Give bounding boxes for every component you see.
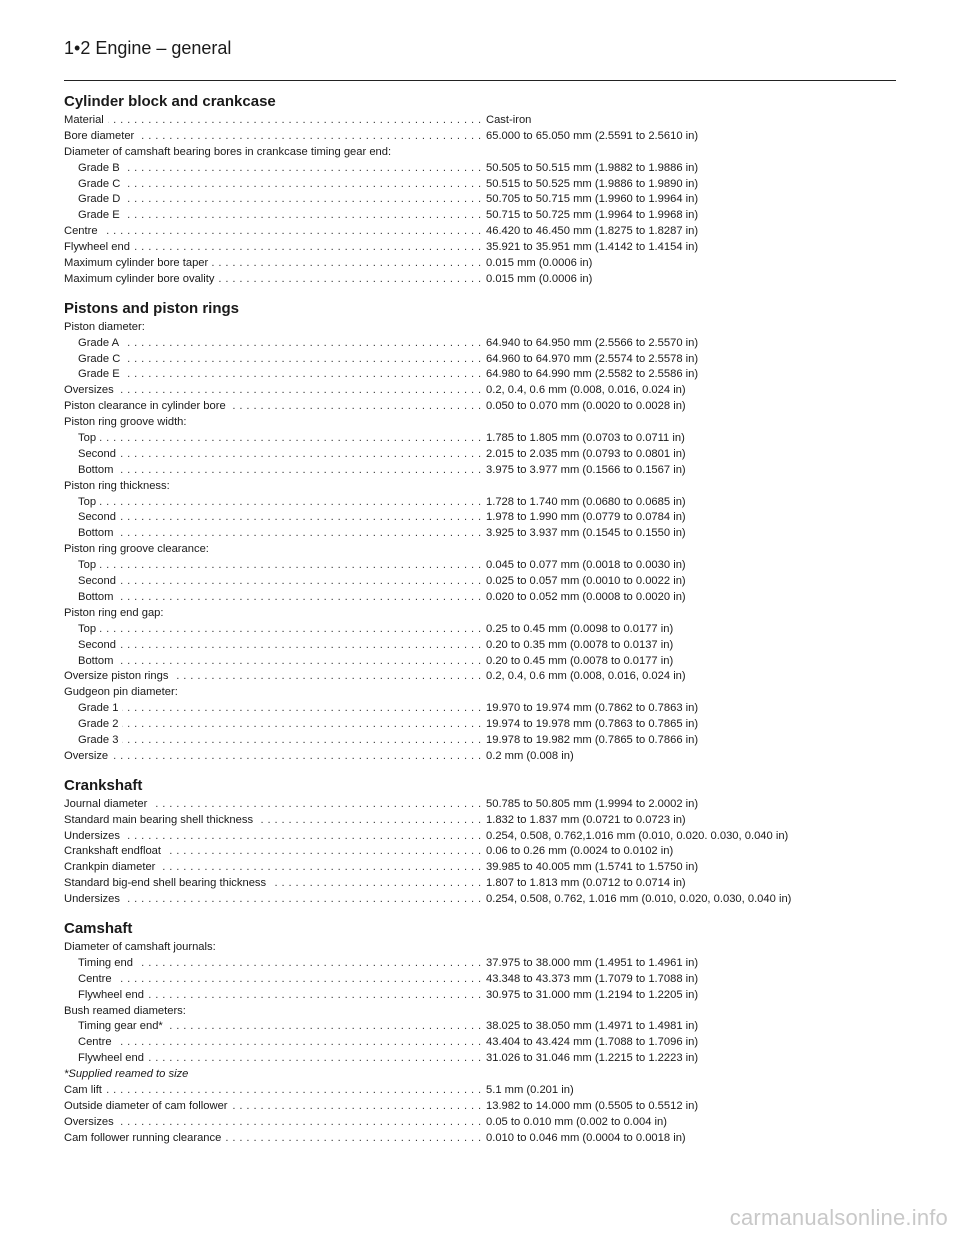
spec-label: Grade 1 <box>64 702 122 714</box>
spec-row <box>64 606 896 622</box>
spec-label: Centre <box>64 973 116 985</box>
spec-label-cell <box>64 256 486 272</box>
spec-label-cell <box>64 813 486 829</box>
spec-value: Cast-iron <box>486 114 532 126</box>
spec-value: 46.420 to 46.450 mm (1.8275 to 1.8287 in) <box>486 225 699 238</box>
spec-row <box>64 240 896 256</box>
spec-row <box>64 733 896 749</box>
spec-row <box>64 113 896 129</box>
spec-row <box>64 558 896 574</box>
spec-label-cell <box>64 1099 486 1115</box>
spec-label-cell <box>64 876 486 892</box>
spec-label-cell <box>64 1035 486 1051</box>
spec-label-cell <box>64 574 486 590</box>
spec-row <box>64 256 896 272</box>
spec-label-cell <box>64 988 486 1004</box>
spec-label-cell <box>64 495 486 511</box>
spec-label: Grade D <box>64 193 124 205</box>
spec-row <box>64 399 896 415</box>
spec-label-cell <box>64 431 486 447</box>
spec-row <box>64 479 896 495</box>
spec-row <box>64 956 896 972</box>
spec-value: 37.975 to 38.000 mm (1.4951 to 1.4961 in) <box>486 956 699 969</box>
spec-value: 0.2, 0.4, 0.6 mm (0.008, 0.016, 0.024 in) <box>486 384 686 397</box>
spec-row <box>64 177 896 193</box>
spec-value: 0.045 to 0.077 mm (0.0018 to 0.0030 in) <box>486 559 686 572</box>
spec-label-cell <box>64 177 486 193</box>
spec-row <box>64 701 896 717</box>
spec-label: Piston diameter: <box>64 321 149 333</box>
spec-value: 0.20 to 0.45 mm (0.0078 to 0.0177 in) <box>486 654 674 667</box>
spec-row <box>64 638 896 654</box>
spec-row <box>64 685 896 701</box>
spec-label-cell <box>64 701 486 717</box>
spec-value: 50.505 to 50.515 mm (1.9882 to 1.9886 in) <box>486 161 699 174</box>
spec-label: Top <box>64 623 100 635</box>
spec-label: Undersizes <box>64 893 124 905</box>
spec-label: Flywheel end <box>64 241 134 253</box>
spec-value: 1.728 to 1.740 mm (0.0680 to 0.0685 in) <box>486 495 686 508</box>
spec-value: 43.404 to 43.424 mm (1.7088 to 1.7096 in) <box>486 1036 699 1049</box>
spec-label-cell <box>64 526 486 542</box>
section-title: Pistons and piston rings <box>64 299 240 317</box>
spec-label-cell <box>64 352 486 368</box>
spec-label-cell <box>64 447 486 463</box>
spec-label: Oversizes <box>64 1116 118 1128</box>
spec-label: Timing end <box>64 957 137 969</box>
spec-row <box>64 988 896 1004</box>
spec-row <box>64 352 896 368</box>
section-title: Crankshaft <box>64 776 143 794</box>
spec-label: Diameter of camshaft bearing bores in crankcase timing gear end: <box>64 146 395 158</box>
spec-value: 19.970 to 19.974 mm (0.7862 to 0.7863 in) <box>486 702 699 715</box>
spec-label-cell <box>64 1131 486 1147</box>
spec-label: Piston ring end gap: <box>64 607 168 619</box>
spec-value: 0.06 to 0.26 mm (0.0024 to 0.0102 in) <box>486 845 674 858</box>
spec-label: Top <box>64 559 100 571</box>
spec-label: Oversize piston rings <box>64 670 172 682</box>
spec-row <box>64 542 896 558</box>
spec-row <box>64 654 896 670</box>
spec-label: Bore diameter <box>64 130 138 142</box>
spec-label: Oversizes <box>64 384 118 396</box>
spec-label: Grade A <box>64 337 123 349</box>
spec-row <box>64 129 896 145</box>
spec-value: 0.2 mm (0.008 in) <box>486 749 574 762</box>
spec-label-cell <box>64 1067 486 1083</box>
spec-row <box>64 495 896 511</box>
spec-value: 0.020 to 0.052 mm (0.0008 to 0.0020 in) <box>486 590 686 603</box>
spec-row <box>64 1131 896 1147</box>
spec-label-cell <box>64 510 486 526</box>
section-title: Cylinder block and crankcase <box>64 93 276 110</box>
page-title: 1•2 Engine – general <box>64 38 232 58</box>
spec-value: 0.25 to 0.45 mm (0.0098 to 0.0177 in) <box>486 622 674 635</box>
spec-row <box>64 1099 896 1115</box>
spec-label-cell <box>64 240 486 256</box>
spec-value: 1.978 to 1.990 mm (0.0779 to 0.0784 in) <box>486 511 686 524</box>
spec-value: 1.785 to 1.805 mm (0.0703 to 0.0711 in) <box>486 432 685 445</box>
spec-row <box>64 940 896 956</box>
spec-row <box>64 447 896 463</box>
spec-label-cell <box>64 972 486 988</box>
spec-label-cell <box>64 797 486 813</box>
spec-label: Grade E <box>64 368 124 380</box>
section-pistons-and-piston-rings <box>64 300 896 765</box>
spec-label-cell <box>64 1083 486 1099</box>
spec-label-cell <box>64 272 486 288</box>
spec-row <box>64 463 896 479</box>
spec-value: 0.2, 0.4, 0.6 mm (0.008, 0.016, 0.024 in) <box>486 670 686 683</box>
spec-label: Piston ring groove width: <box>64 416 191 428</box>
spec-label-cell <box>64 733 486 749</box>
spec-label: Cam lift <box>64 1084 106 1096</box>
spec-value: 0.050 to 0.070 mm (0.0020 to 0.0028 in) <box>486 400 686 413</box>
spec-row <box>64 208 896 224</box>
spec-label-cell <box>64 208 486 224</box>
spec-value: 1.807 to 1.813 mm (0.0712 to 0.0714 in) <box>486 877 686 890</box>
spec-label-cell <box>64 192 486 208</box>
spec-label: Top <box>64 496 100 508</box>
spec-label: Grade B <box>64 162 124 174</box>
spec-row <box>64 1083 896 1099</box>
spec-value: 2.015 to 2.035 mm (0.0793 to 0.0801 in) <box>486 447 686 460</box>
spec-label-cell <box>64 956 486 972</box>
spec-value: 19.978 to 19.982 mm (0.7865 to 0.7866 in) <box>486 733 699 746</box>
spec-value: 0.010 to 0.046 mm (0.0004 to 0.0018 in) <box>486 1131 686 1144</box>
spec-value: 30.975 to 31.000 mm (1.2194 to 1.2205 in) <box>486 988 699 1001</box>
watermark-text: carmanualsonline.info <box>729 1205 948 1230</box>
spec-label-cell <box>64 829 486 845</box>
spec-row <box>64 383 896 399</box>
spec-label: Standard main bearing shell thickness <box>64 814 257 826</box>
spec-label-cell <box>64 336 486 352</box>
spec-label: Centre <box>64 1036 116 1048</box>
spec-label-cell <box>64 1051 486 1067</box>
spec-value: 64.960 to 64.970 mm (2.5574 to 2.5578 in) <box>486 352 699 365</box>
spec-value: 0.015 mm (0.0006 in) <box>486 272 593 285</box>
section-cylinder-block-and-crankcase <box>64 93 896 288</box>
spec-label: Grade C <box>64 353 124 365</box>
spec-label-cell <box>64 606 486 622</box>
spec-label: Bush reamed diameters: <box>64 1005 190 1017</box>
spec-label: Second <box>64 448 120 460</box>
spec-row <box>64 813 896 829</box>
spec-row <box>64 829 896 845</box>
spec-label-cell <box>64 1115 486 1131</box>
spec-label: Grade 2 <box>64 718 122 730</box>
spec-label-cell <box>64 669 486 685</box>
spec-row <box>64 192 896 208</box>
spec-value: 0.05 to 0.010 mm (0.002 to 0.004 in) <box>486 1115 667 1128</box>
spec-label-cell <box>64 749 486 765</box>
spec-row <box>64 669 896 685</box>
spec-label-cell <box>64 113 486 129</box>
spec-row <box>64 320 896 336</box>
footnote <box>64 1067 896 1083</box>
spec-value: 0.025 to 0.057 mm (0.0010 to 0.0022 in) <box>486 575 686 588</box>
spec-value: 64.980 to 64.990 mm (2.5582 to 2.5586 in) <box>486 368 699 381</box>
spec-label: Second <box>64 511 120 523</box>
spec-label: Piston ring groove clearance: <box>64 543 213 555</box>
spec-label: Bottom <box>64 527 117 539</box>
spec-row <box>64 1004 896 1020</box>
spec-label: Second <box>64 639 120 651</box>
spec-row <box>64 510 896 526</box>
spec-label: Timing gear end* <box>64 1020 167 1032</box>
spec-label: Maximum cylinder bore taper <box>64 257 212 269</box>
spec-label: Piston ring thickness: <box>64 480 174 492</box>
spec-value: 31.026 to 31.046 mm (1.2215 to 1.2223 in) <box>486 1052 699 1065</box>
watermark <box>730 1205 948 1231</box>
spec-row <box>64 367 896 383</box>
spec-value: 3.975 to 3.977 mm (0.1566 to 0.1567 in) <box>486 463 686 476</box>
spec-row <box>64 892 896 908</box>
spec-label-cell <box>64 685 486 701</box>
section-title: Camshaft <box>64 919 133 937</box>
spec-row <box>64 860 896 876</box>
page-header <box>64 38 896 59</box>
spec-row <box>64 1035 896 1051</box>
spec-label-cell <box>64 161 486 177</box>
spec-label-cell <box>64 638 486 654</box>
spec-label: Flywheel end <box>64 1052 148 1064</box>
spec-value: 50.515 to 50.525 mm (1.9886 to 1.9890 in) <box>486 177 699 190</box>
spec-label-cell <box>64 717 486 733</box>
spec-value: 50.705 to 50.715 mm (1.9960 to 1.9964 in) <box>486 193 699 206</box>
spec-label: Oversize <box>64 750 112 762</box>
spec-label: Crankpin diameter <box>64 861 159 873</box>
spec-value: 64.940 to 64.950 mm (2.5566 to 2.5570 in) <box>486 336 699 349</box>
spec-label: Centre <box>64 225 102 237</box>
spec-label-cell <box>64 145 486 161</box>
spec-value: 0.254, 0.508, 0.762, 1.016 mm (0.010, 0.020, 0.030, 0.040 in) <box>486 893 792 906</box>
spec-label-cell <box>64 463 486 479</box>
spec-row <box>64 876 896 892</box>
spec-row <box>64 590 896 606</box>
spec-label: Grade 3 <box>64 734 122 746</box>
spec-label-cell <box>64 860 486 876</box>
spec-row <box>64 336 896 352</box>
spec-label: Maximum cylinder bore ovality <box>64 273 218 285</box>
spec-value: 0.015 mm (0.0006 in) <box>486 257 593 270</box>
spec-label-cell <box>64 1019 486 1035</box>
spec-value: 0.20 to 0.35 mm (0.0078 to 0.0137 in) <box>486 638 674 651</box>
section-crankshaft <box>64 777 896 908</box>
spec-row <box>64 1115 896 1131</box>
spec-row <box>64 1051 896 1067</box>
spec-label: Piston clearance in cylinder bore <box>64 400 230 412</box>
spec-label: Cam follower running clearance <box>64 1132 225 1144</box>
spec-value: 13.982 to 14.000 mm (0.5505 to 0.5512 in) <box>486 1099 699 1112</box>
spec-label-cell <box>64 320 486 336</box>
spec-label: Material <box>64 114 108 126</box>
spec-row <box>64 431 896 447</box>
spec-label: Grade E <box>64 209 124 221</box>
spec-label-cell <box>64 542 486 558</box>
spec-label-cell <box>64 383 486 399</box>
spec-value: 65.000 to 65.050 mm (2.5591 to 2.5610 in) <box>486 129 699 142</box>
spec-row <box>64 415 896 431</box>
spec-label-cell <box>64 892 486 908</box>
spec-label-cell <box>64 590 486 606</box>
spec-label-cell <box>64 415 486 431</box>
spec-value: 3.925 to 3.937 mm (0.1545 to 0.1550 in) <box>486 527 686 540</box>
section-camshaft <box>64 920 896 1147</box>
spec-label-cell <box>64 224 486 240</box>
spec-value: 43.348 to 43.373 mm (1.7079 to 1.7088 in) <box>486 972 699 985</box>
spec-label: Grade C <box>64 178 124 190</box>
spec-label-cell <box>64 367 486 383</box>
spec-row <box>64 844 896 860</box>
spec-value: 5.1 mm (0.201 in) <box>486 1083 574 1096</box>
spec-value: 50.715 to 50.725 mm (1.9964 to 1.9968 in) <box>486 209 699 222</box>
spec-label: Flywheel end <box>64 989 148 1001</box>
spec-value: 39.985 to 40.005 mm (1.5741 to 1.5750 in) <box>486 861 699 874</box>
spec-label-cell <box>64 844 486 860</box>
spec-label-cell <box>64 479 486 495</box>
spec-label: Second <box>64 575 120 587</box>
spec-label: Top <box>64 432 100 444</box>
spec-value: 38.025 to 38.050 mm (1.4971 to 1.4981 in) <box>486 1020 699 1033</box>
spec-label-cell <box>64 1004 486 1020</box>
spec-label: Undersizes <box>64 830 124 842</box>
spec-value: 1.832 to 1.837 mm (0.0721 to 0.0723 in) <box>486 813 686 826</box>
spec-label-cell <box>64 129 486 145</box>
spec-label: Outside diameter of cam follower <box>64 1100 232 1112</box>
spec-row <box>64 622 896 638</box>
spec-row <box>64 161 896 177</box>
spec-value: 19.974 to 19.978 mm (0.7863 to 0.7865 in) <box>486 718 699 731</box>
spec-label: Bottom <box>64 655 117 667</box>
spec-row <box>64 224 896 240</box>
spec-label: Standard big-end shell bearing thickness <box>64 877 270 889</box>
spec-label: Diameter of camshaft journals: <box>64 941 220 953</box>
spec-row <box>64 749 896 765</box>
header-rule <box>64 80 896 81</box>
spec-label-cell <box>64 654 486 670</box>
spec-value: 0.254, 0.508, 0.762,1.016 mm (0.010, 0.020. 0.030, 0.040 in) <box>486 829 789 842</box>
spec-label-cell <box>64 399 486 415</box>
spec-label-cell <box>64 558 486 574</box>
spec-row <box>64 717 896 733</box>
spec-row <box>64 1019 896 1035</box>
spec-row <box>64 526 896 542</box>
spec-row <box>64 797 896 813</box>
spec-row <box>64 972 896 988</box>
spec-label-cell <box>64 940 486 956</box>
spec-row <box>64 272 896 288</box>
spec-label: Journal diameter <box>64 798 151 810</box>
spec-content <box>64 93 896 1159</box>
spec-label: Gudgeon pin diameter: <box>64 686 182 698</box>
spec-row <box>64 574 896 590</box>
spec-value: 35.921 to 35.951 mm (1.4142 to 1.4154 in) <box>486 241 699 254</box>
spec-label: *Supplied reamed to size <box>64 1068 192 1080</box>
spec-label: Bottom <box>64 464 117 476</box>
spec-value: 50.785 to 50.805 mm (1.9994 to 2.0002 in) <box>486 797 699 810</box>
spec-row <box>64 145 896 161</box>
spec-label-cell <box>64 622 486 638</box>
spec-label: Crankshaft endfloat <box>64 845 165 857</box>
spec-label: Bottom <box>64 591 117 603</box>
